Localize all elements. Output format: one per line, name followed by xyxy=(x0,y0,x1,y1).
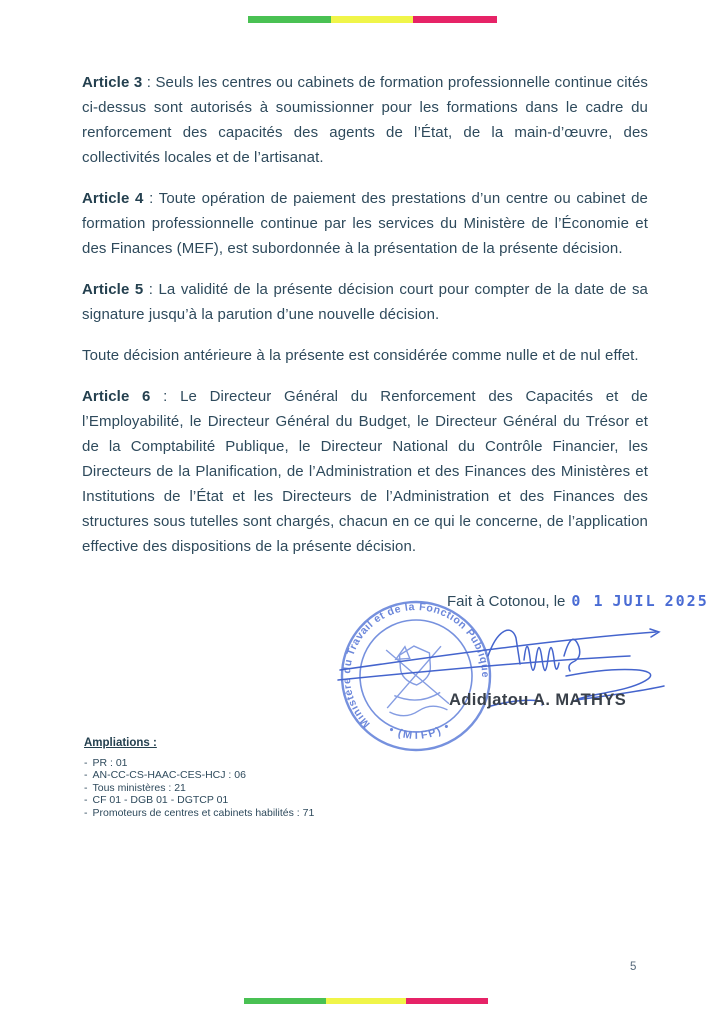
date-stamp-day: 0 1 xyxy=(571,592,605,610)
article-3-text: Seuls les centres ou cabinets de formation professionnelle continue cités ci-dessus sont autorisés à soumissionner pour les formations dans le cadre du renforcement des capacités des agents de l’État, de la main-d’œuvre, des collectivités locales et de l’artisanat. xyxy=(82,74,648,166)
article-4-paragraph xyxy=(82,186,648,261)
stamp-emblem-icon xyxy=(383,644,450,717)
article-4-label: Article 4 xyxy=(82,190,144,207)
date-place-text: Fait à Cotonou, le xyxy=(447,593,566,610)
date-stamp-month: JUIL xyxy=(612,592,657,610)
article-5-paragraph xyxy=(82,277,648,327)
ampliations-item: - Promoteurs de centres et cabinets habilités : 71 xyxy=(84,806,315,819)
ampliations-item: - PR : 01 xyxy=(84,756,128,769)
ampliations-item-text: Promoteurs de centres et cabinets habilités : 71 xyxy=(92,806,315,819)
ampliations-title: Ampliations : xyxy=(84,737,157,749)
ampliations-item-text: AN-CC-CS-HAAC-CES-HCJ : 06 xyxy=(92,769,246,781)
flag-yellow-segment xyxy=(331,16,413,23)
ampliations-item: - AN-CC-CS-HAAC-CES-HCJ : 06 xyxy=(84,769,246,781)
stamp-bottom-text: • (MTFP) • xyxy=(387,720,453,742)
article-5-label: Article 5 xyxy=(82,281,144,298)
flag-bar-bottom xyxy=(244,998,488,1004)
flag-green-segment xyxy=(244,998,326,1004)
flag-green-segment xyxy=(248,16,331,23)
article-3-paragraph xyxy=(82,70,648,170)
article-5-text: La validité de la présente décision court pour compter de la date de sa signature jusqu’à la parution d’une nouvelle décision. xyxy=(82,281,648,323)
flag-bar-top xyxy=(248,16,497,23)
article-6-text: Le Directeur Général du Renforcement des Capacités et de l’Employabilité, le Directeur Général du Budget, le Directeur Général du Trésor et de la Comptabilité Publique, le Directeur National du Contrôle Financier, les Directeurs de la Planification, de l’Administration et des Finances des Ministères et Institutions de l’État et les Directeurs de l’Administration et des Finances des structures sous tutelles sont chargés, chacun en ce qui le concerne, de l’application effective des dispositions de la présente décision. xyxy=(82,388,648,555)
document-body xyxy=(82,70,648,575)
page-number: 5 xyxy=(630,961,637,973)
flag-red-segment xyxy=(413,16,497,23)
article-4-separator: : xyxy=(143,190,159,207)
signer-name: Adidjatou A. MATHYS xyxy=(449,691,627,709)
article-3-label: Article 3 xyxy=(82,74,143,91)
ministry-stamp xyxy=(327,588,504,763)
ampliations-section xyxy=(84,737,314,819)
article-6-label: Article 6 xyxy=(82,388,151,405)
ampliations-item-text: CF 01 - DGB 01 - DGTCP 01 xyxy=(92,794,229,806)
ministry-stamp-seal-icon xyxy=(327,588,504,763)
ampliations-item-text: PR : 01 xyxy=(92,756,128,769)
ampliations-item: - Tous ministères : 21 xyxy=(84,781,186,794)
ampliations-item: - CF 01 - DGB 01 - DGTCP 01 xyxy=(84,794,229,806)
article-6-separator: : xyxy=(150,388,181,405)
article-6-paragraph xyxy=(82,384,648,559)
article-5-separator: : xyxy=(143,281,159,298)
nullity-note-paragraph: Toute décision antérieure à la présente est considérée comme nulle et de nul effet. xyxy=(82,347,639,364)
stamp-ring-text: Ministère du Travail et de la Fonction Publique xyxy=(340,601,492,730)
article-4-text: Toute opération de paiement des prestations d’un centre ou cabinet de formation professionnelle continue par les services du Ministère de l’Économie et des Finances (MEF), est subordonnée à la présentation de la présente décision. xyxy=(82,190,648,257)
ampliations-item-text: Tous ministères : 21 xyxy=(92,781,186,794)
date-stamp xyxy=(571,592,708,610)
date-stamp-year: 2025 xyxy=(664,592,709,610)
article-3-separator: : xyxy=(142,74,156,91)
svg-text:• (MTFP) • xyxy=(386,720,453,744)
flag-yellow-segment xyxy=(326,998,406,1004)
flag-red-segment xyxy=(406,998,488,1004)
